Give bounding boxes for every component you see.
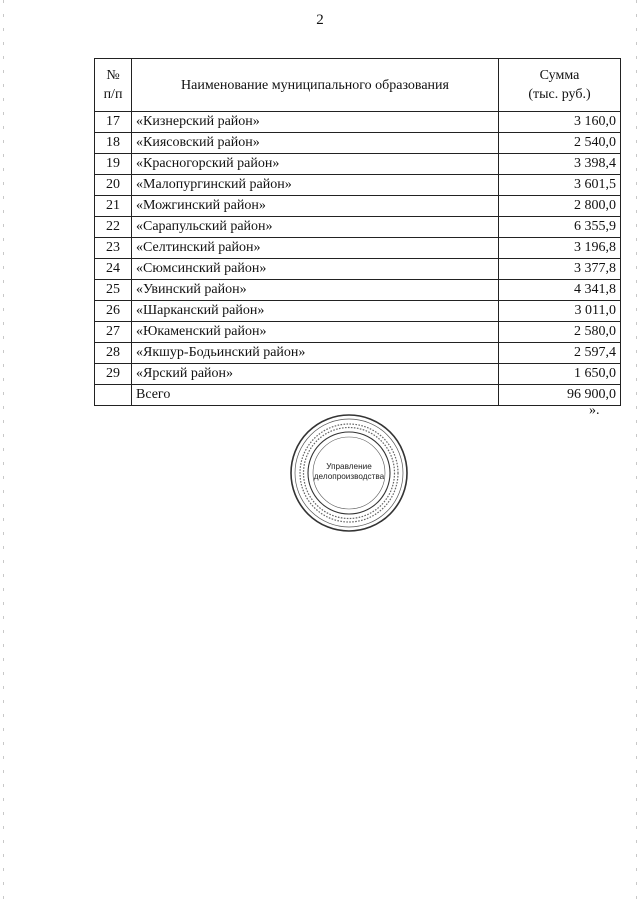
row-number: 18	[95, 133, 132, 154]
header-sum	[499, 59, 621, 112]
table-total-row	[95, 385, 621, 406]
allocation-table	[94, 58, 621, 406]
row-municipality-name: «Сарапульский район»	[132, 217, 499, 238]
row-municipality-name: «Ярский район»	[132, 364, 499, 385]
header-name: Наименование муниципального образования	[132, 59, 499, 112]
table-row	[95, 196, 621, 217]
row-municipality-name: «Сюмсинский район»	[132, 259, 499, 280]
row-number: 24	[95, 259, 132, 280]
row-amount: 3 160,0	[499, 112, 621, 133]
row-amount: 2 540,0	[499, 133, 621, 154]
row-number: 28	[95, 343, 132, 364]
scan-edge-right	[636, 0, 637, 905]
row-amount: 6 355,9	[499, 217, 621, 238]
row-municipality-name: «Можгинский район»	[132, 196, 499, 217]
row-number: 19	[95, 154, 132, 175]
table-row	[95, 112, 621, 133]
row-municipality-name: «Красногорский район»	[132, 154, 499, 175]
row-amount: 3 196,8	[499, 238, 621, 259]
row-number: 26	[95, 301, 132, 322]
row-amount: 2 580,0	[499, 322, 621, 343]
table-row	[95, 217, 621, 238]
official-stamp-seal	[288, 412, 410, 534]
row-amount: 1 650,0	[499, 364, 621, 385]
row-amount: 2 800,0	[499, 196, 621, 217]
header-number-line1: №	[106, 68, 120, 83]
table-row	[95, 301, 621, 322]
header-number	[95, 59, 132, 112]
table-row	[95, 259, 621, 280]
header-sum-line1: Сумма	[539, 68, 580, 83]
row-number: 25	[95, 280, 132, 301]
row-amount: 3 377,8	[499, 259, 621, 280]
table-header-row	[95, 59, 621, 112]
header-sum-line2: (тыс. руб.)	[528, 87, 591, 102]
stamp-center-line1: Управление	[326, 462, 372, 471]
table-row	[95, 238, 621, 259]
row-municipality-name: «Киясовский район»	[132, 133, 499, 154]
row-number: 20	[95, 175, 132, 196]
row-number: 22	[95, 217, 132, 238]
row-municipality-name: «Шарканский район»	[132, 301, 499, 322]
closing-quote-mark: ».	[589, 403, 600, 418]
row-municipality-name: «Увинский район»	[132, 280, 499, 301]
scan-edge-left	[3, 0, 4, 905]
page-number: 2	[316, 12, 324, 28]
table-row	[95, 133, 621, 154]
table-row	[95, 175, 621, 196]
table-row	[95, 154, 621, 175]
row-number: 27	[95, 322, 132, 343]
row-municipality-name: «Малопургинский район»	[132, 175, 499, 196]
row-amount: 3 398,4	[499, 154, 621, 175]
table-row	[95, 322, 621, 343]
table-row	[95, 343, 621, 364]
row-amount: 3 601,5	[499, 175, 621, 196]
row-municipality-name: «Якшур-Бодьинский район»	[132, 343, 499, 364]
row-municipality-name: «Селтинский район»	[132, 238, 499, 259]
table-row	[95, 364, 621, 385]
header-number-line2: п/п	[103, 87, 123, 102]
table-row	[95, 280, 621, 301]
row-municipality-name: «Кизнерский район»	[132, 112, 499, 133]
stamp-center-line2: делопроизводства	[313, 472, 385, 481]
row-amount: 2 597,4	[499, 343, 621, 364]
row-amount: 96 900,0	[499, 385, 621, 406]
row-amount: 3 011,0	[499, 301, 621, 322]
row-number: 23	[95, 238, 132, 259]
row-number: 21	[95, 196, 132, 217]
table-body	[95, 112, 621, 406]
row-municipality-name: Всего	[132, 385, 499, 406]
row-number: 17	[95, 112, 132, 133]
row-number: 29	[95, 364, 132, 385]
row-municipality-name: «Юкаменский район»	[132, 322, 499, 343]
row-number	[95, 385, 132, 406]
row-amount: 4 341,8	[499, 280, 621, 301]
